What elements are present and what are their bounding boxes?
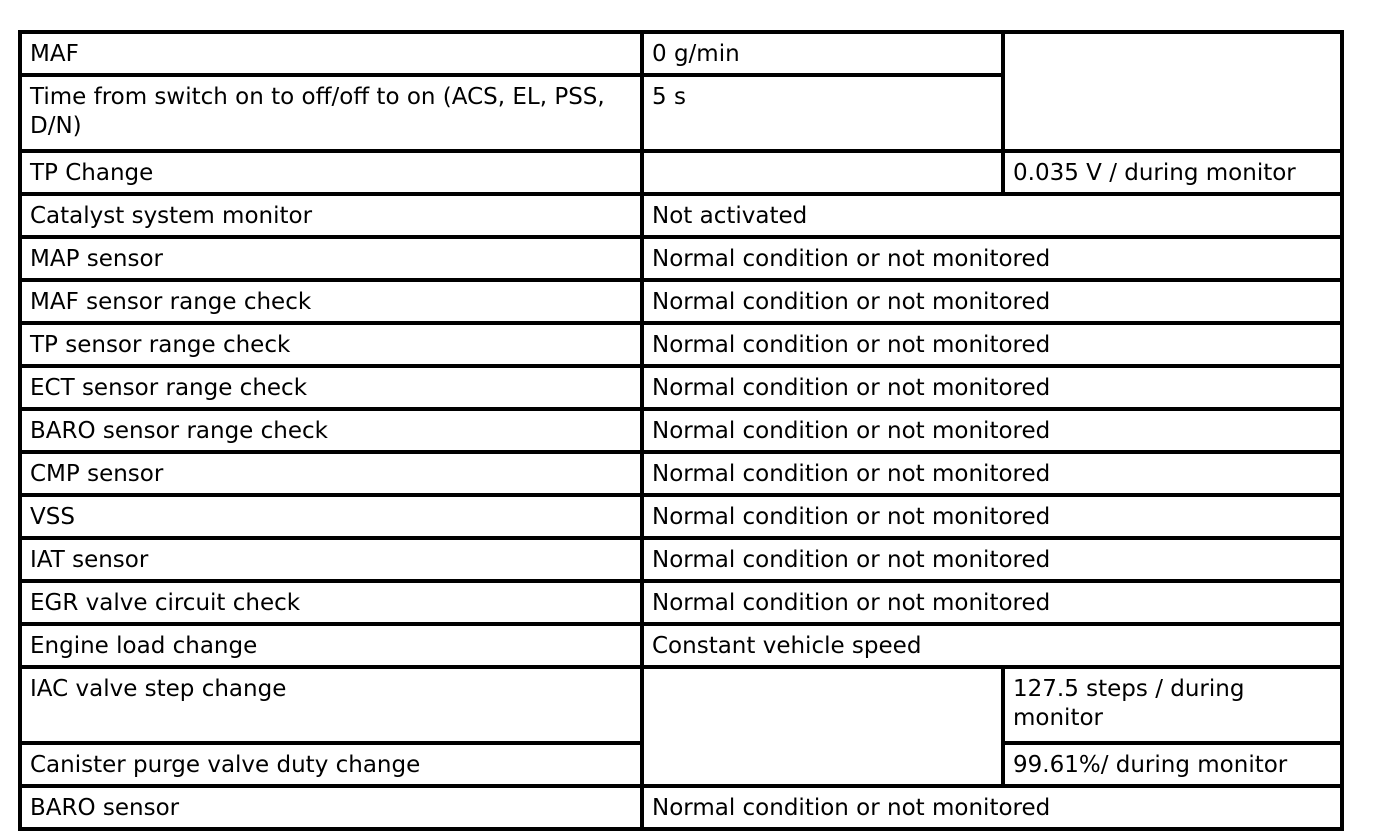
table-row	[20, 323, 1342, 366]
row-label: MAF sensor range check	[20, 280, 642, 323]
row-label: VSS	[20, 495, 642, 538]
table-row	[20, 786, 1342, 829]
row-value: Normal condition or not monitored	[642, 452, 1342, 495]
row-value: Normal condition or not monitored	[642, 280, 1342, 323]
row-label: ECT sensor range check	[20, 366, 642, 409]
row-value: Normal condition or not monitored	[642, 237, 1342, 280]
row-label: TP Change	[20, 151, 642, 194]
row-value: Normal condition or not monitored	[642, 495, 1342, 538]
row-label: EGR valve circuit check	[20, 581, 642, 624]
table-row	[20, 151, 1342, 194]
row-value: 5 s	[642, 75, 1003, 151]
table-row	[20, 409, 1342, 452]
row-label: Engine load change	[20, 624, 642, 667]
row-value: Normal condition or not monitored	[642, 786, 1342, 829]
row-value: 0 g/min	[642, 32, 1003, 75]
row-value: Normal condition or not monitored	[642, 409, 1342, 452]
table-row	[20, 32, 1342, 75]
row-value	[642, 667, 1003, 786]
table-row	[20, 280, 1342, 323]
row-value: Normal condition or not monitored	[642, 366, 1342, 409]
row-label: MAF	[20, 32, 642, 75]
row-value: Normal condition or not monitored	[642, 538, 1342, 581]
row-label: Canister purge valve duty change	[20, 743, 642, 786]
table-row	[20, 667, 1342, 743]
row-value: Normal condition or not monitored	[642, 323, 1342, 366]
row-value	[642, 151, 1003, 194]
empty-cell	[1003, 32, 1342, 151]
table-row	[20, 452, 1342, 495]
row-value: Not activated	[642, 194, 1342, 237]
table-row	[20, 581, 1342, 624]
row-label: Time from switch on to off/off to on (ACS, EL, PSS, D/N)	[20, 75, 642, 151]
row-label: Catalyst system monitor	[20, 194, 642, 237]
spec-table	[18, 30, 1344, 831]
row-label: BARO sensor	[20, 786, 642, 829]
table-row	[20, 624, 1342, 667]
row-label: TP sensor range check	[20, 323, 642, 366]
row-label: IAT sensor	[20, 538, 642, 581]
table-row	[20, 237, 1342, 280]
row-label: BARO sensor range check	[20, 409, 642, 452]
row-label: IAC valve step change	[20, 667, 642, 743]
table-row	[20, 538, 1342, 581]
row-label: MAP sensor	[20, 237, 642, 280]
table-row	[20, 194, 1342, 237]
row-label: CMP sensor	[20, 452, 642, 495]
table-row	[20, 495, 1342, 538]
row-value-2: 127.5 steps / during monitor	[1003, 667, 1342, 743]
row-value-2: 0.035 V / during monitor	[1003, 151, 1342, 194]
row-value: Constant vehicle speed	[642, 624, 1342, 667]
row-value-2: 99.61%/ during monitor	[1003, 743, 1342, 786]
table-row	[20, 366, 1342, 409]
row-value: Normal condition or not monitored	[642, 581, 1342, 624]
